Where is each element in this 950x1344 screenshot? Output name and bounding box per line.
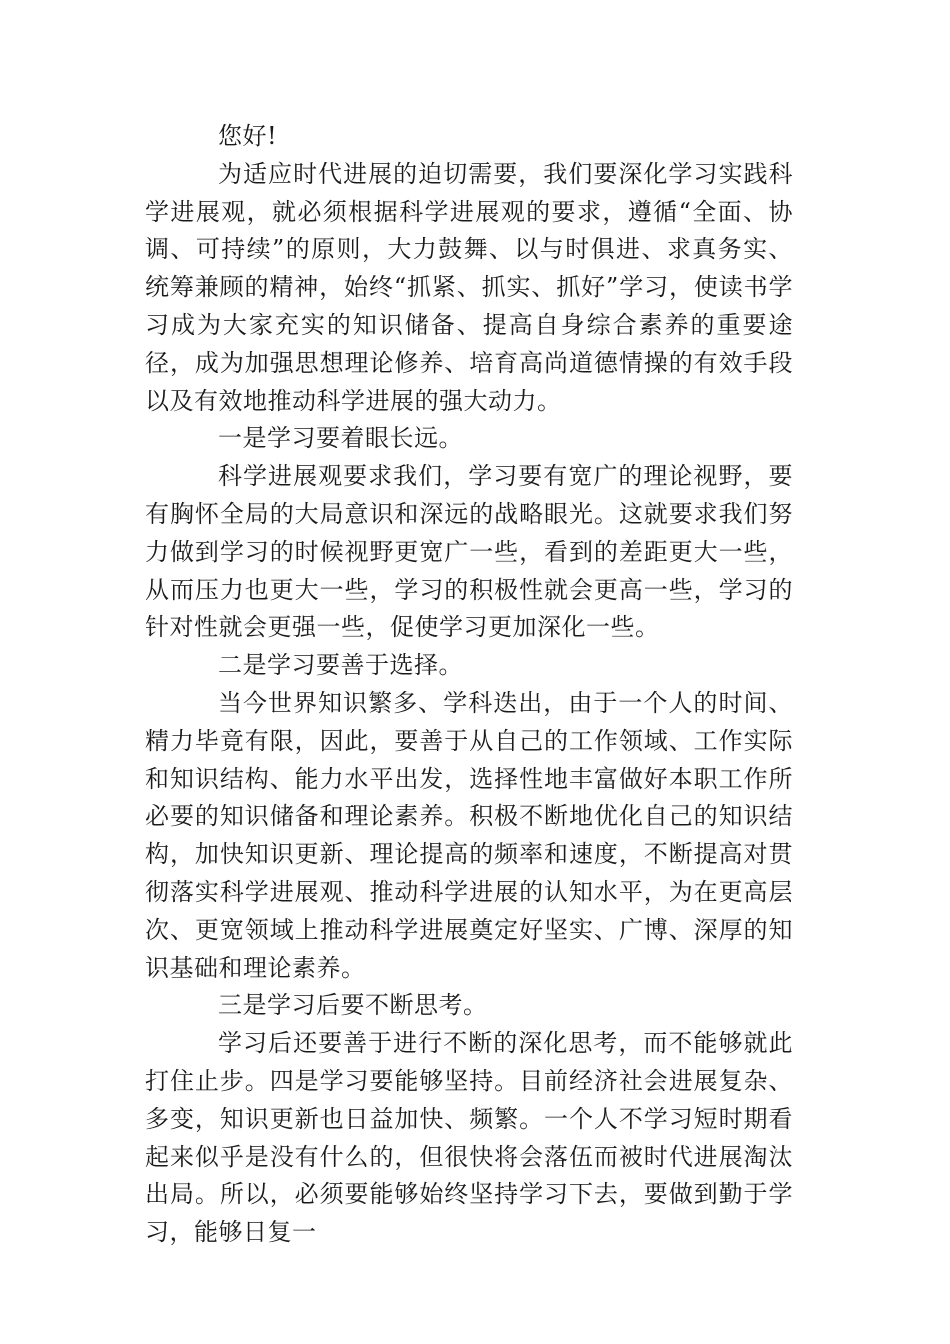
section-3-paragraph: 学习后还要善于进行不断的深化思考，而不能够就此打住止步。四是学习要能够坚持。目前经济社会进展复杂、多变，知识更新也日益加快、频繁。一个人不学习短时期看起来似乎是没有什么的，但很快将会落伍而被时代进展淘汰出局。所以，必须要能够始终坚持学习下去，要做到勤于学习，能够日复一 (145, 1029, 793, 1247)
section-heading-2: 二是学习要善于选择。 (218, 651, 463, 680)
greeting-paragraph: 您好! (218, 122, 278, 150)
section-heading-3: 三是学习后要不断思考。 (218, 991, 488, 1020)
document-body (145, 118, 793, 1252)
section-2-paragraph: 当今世界知识繁多、学科迭出，由于一个人的时间、精力毕竟有限，因此，要善于从自己的工作领域、工作实际和知识结构、能力水平出发，选择性地丰富做好本职工作所必要的知识储备和理论素养。积极不断地优化自己的知识结构，加快知识更新、理论提高的频率和速度，不断提高对贯彻落实科学进展观、推动科学进展的认知水平，为在更高层次、更宽领域上推动科学进展奠定好坚实、广博、深厚的知识基础和理论素养。 (145, 688, 793, 982)
section-1-paragraph: 科学进展观要求我们，学习要有宽广的理论视野，要有胸怀全局的大局意识和深远的战略眼光。这就要求我们努力做到学习的时候视野更宽广一些，看到的差距更大一些，从而压力也更大一些，学习的积极性就会更高一些，学习的针对性就会更强一些，促使学习更加深化一些。 (145, 462, 793, 642)
section-heading-1: 一是学习要着眼长远。 (218, 424, 463, 453)
intro-paragraph: 为适应时代进展的迫切需要，我们要深化学习实践科学进展观，就必须根据科学进展观的要求，遵循“全面、协调、可持续”的原则，大力鼓舞、以与时俱进、求真务实、统筹兼顾的精神，始终“抓紧、抓实、抓好”学习，使读书学习成为大家充实的知识储备、提高自身综合素养的重要途径，成为加强思想理论修养、培育高尚道德情操的有效手段以及有效地推动科学进展的强大动力。 (145, 159, 793, 415)
